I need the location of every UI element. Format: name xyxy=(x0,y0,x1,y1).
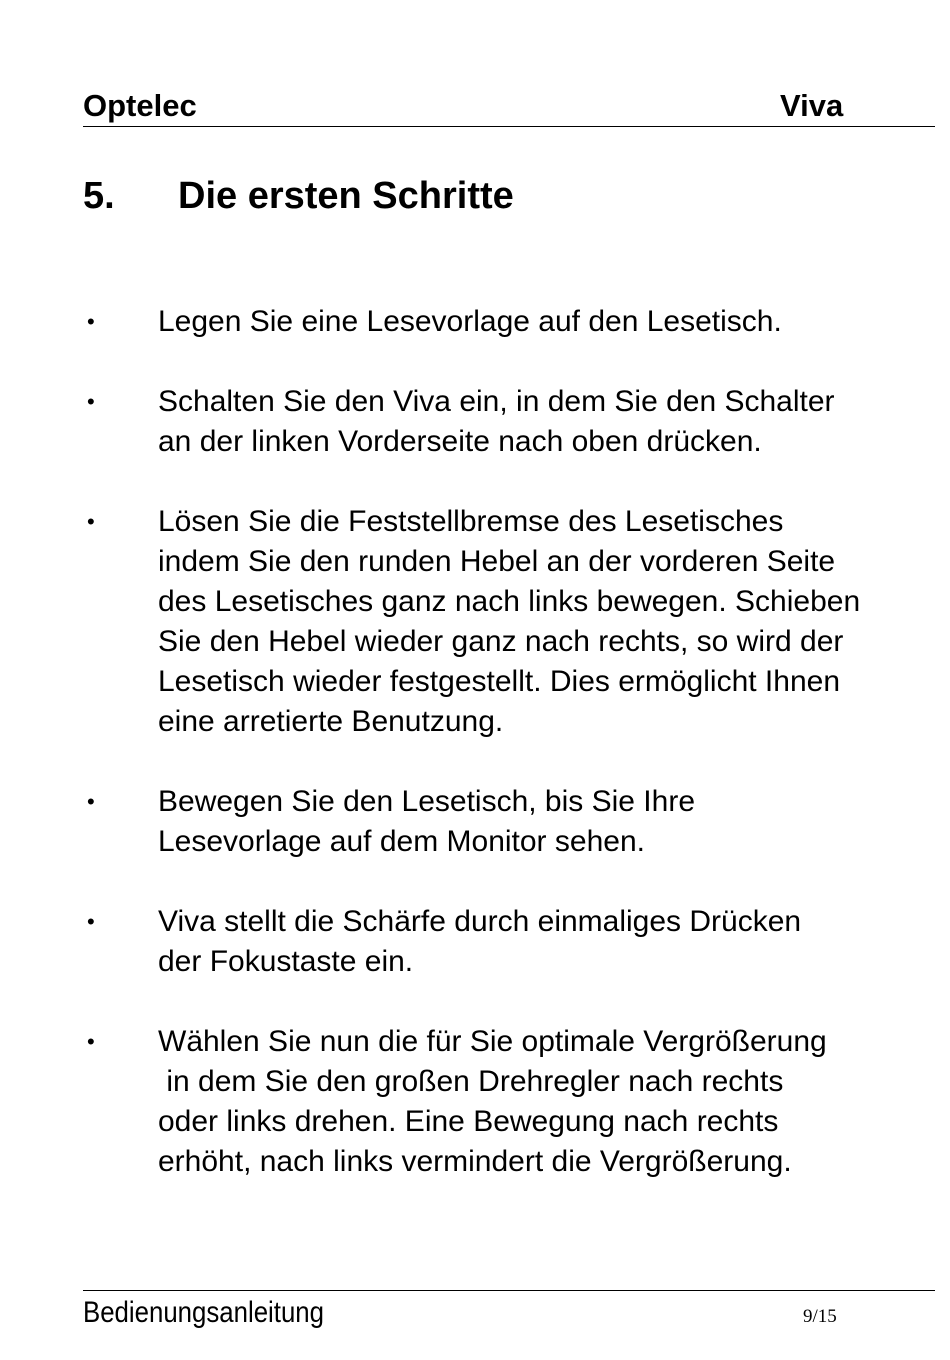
step-line: Wählen Sie nun die für Sie optimale Vergrößerung xyxy=(158,1025,827,1058)
section-heading: Die ersten Schritte xyxy=(178,175,514,217)
bullet-icon: • xyxy=(87,789,95,814)
header-product: Viva xyxy=(780,88,844,123)
step-line: erhöht, nach links vermindert die Vergrößerung. xyxy=(158,1145,792,1178)
header-brand: Optelec xyxy=(83,88,197,123)
step-line: des Lesetisches ganz nach links bewegen. Schieben xyxy=(158,585,861,618)
list-item xyxy=(83,382,943,462)
list-item xyxy=(83,782,943,862)
bullet-icon: • xyxy=(87,1029,95,1054)
step-line: Sie den Hebel wieder ganz nach rechts, so wird der xyxy=(158,625,844,658)
step-line: Bewegen Sie den Lesetisch, bis Sie Ihre xyxy=(158,785,695,818)
bullet-icon: • xyxy=(87,909,95,934)
steps-list xyxy=(83,302,943,1222)
section-number: 5. xyxy=(83,175,115,217)
footer-document-name: Bedienungsanleitung xyxy=(83,1296,325,1329)
step-line: eine arretierte Benutzung. xyxy=(158,705,504,738)
list-item xyxy=(83,1022,943,1182)
step-line: Schalten Sie den Viva ein, in dem Sie den Schalter xyxy=(158,385,835,418)
step-line: Lesevorlage auf dem Monitor sehen. xyxy=(158,825,645,858)
step-line: Legen Sie eine Lesevorlage auf den Lesetisch. xyxy=(158,305,782,338)
list-item xyxy=(83,302,943,342)
section-title xyxy=(83,172,514,220)
step-line: in dem Sie den großen Drehregler nach rechts xyxy=(158,1065,784,1098)
list-item xyxy=(83,902,943,982)
bullet-icon: • xyxy=(87,309,95,334)
step-line: indem Sie den runden Hebel an der vorderen Seite xyxy=(158,545,836,578)
page-header xyxy=(83,86,935,127)
step-line: der Fokustaste ein. xyxy=(158,945,414,978)
step-line: oder links drehen. Eine Bewegung nach rechts xyxy=(158,1105,779,1138)
step-line: Lösen Sie die Feststellbremse des Lesetisches xyxy=(158,505,784,538)
list-item xyxy=(83,502,943,742)
bullet-icon: • xyxy=(87,389,95,414)
step-line: Lesetisch wieder festgestellt. Dies ermöglicht Ihnen xyxy=(158,665,841,698)
page-number: 9/15 xyxy=(803,1306,837,1327)
bullet-icon: • xyxy=(87,509,95,534)
step-line: Viva stellt die Schärfe durch einmaliges Drücken xyxy=(158,905,802,938)
step-line: an der linken Vorderseite nach oben drücken. xyxy=(158,425,762,458)
page-footer xyxy=(83,1290,935,1329)
